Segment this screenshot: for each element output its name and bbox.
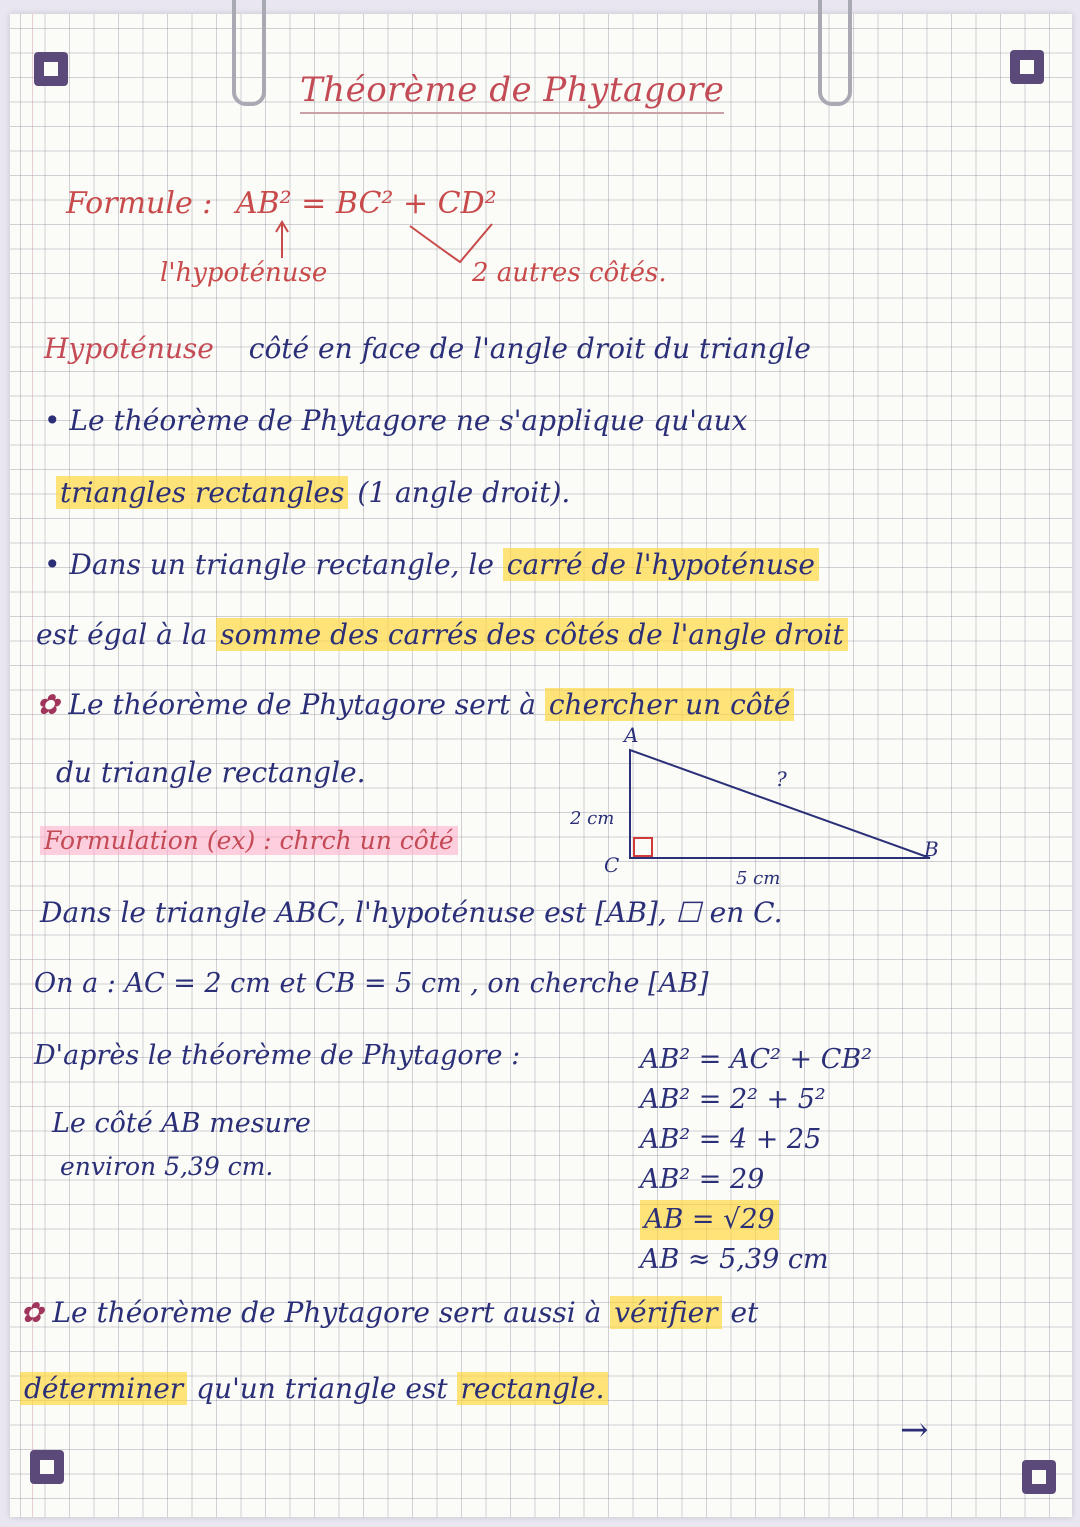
calc-step: AB² = 29	[640, 1164, 765, 1195]
use2-line1	[20, 1296, 758, 1329]
vertex-b-label: B	[924, 837, 939, 861]
hypotenuse-note: l'hypoténuse	[160, 258, 328, 288]
definition-text: côté en face de l'angle droit du triangle	[248, 332, 811, 365]
corner-mark-top-left	[34, 52, 68, 86]
use2-text-c: qu'un triangle est	[196, 1372, 448, 1405]
vertex-a-label: A	[624, 723, 639, 747]
triangle-diagram	[560, 720, 960, 900]
work-line1: Dans le triangle ABC, l'hypoténuse est [AB], ☐ en C.	[40, 896, 783, 929]
side-ab-label: ?	[776, 767, 787, 791]
formula-expr: AB² = BC² + CD²	[235, 186, 497, 221]
highlight-triangles-rectangles: triangles rectangles	[56, 476, 348, 509]
corner-mark-bottom-left	[30, 1450, 64, 1484]
definition-term: Hypoténuse	[44, 332, 214, 365]
vertex-c-label: C	[604, 853, 620, 877]
calculation-steps	[640, 1040, 872, 1280]
side-cb-label: 5 cm	[736, 868, 781, 889]
conclusion-line1: Le côté AB mesure	[52, 1108, 311, 1139]
calc-step: AB² = 2² + 5²	[640, 1084, 826, 1115]
highlight-determiner: déterminer	[20, 1372, 187, 1405]
calc-step: AB² = AC² + CB²	[640, 1044, 873, 1075]
bullet1-line2	[56, 476, 570, 509]
calc-step: AB = √29	[640, 1200, 779, 1240]
formula-line	[66, 186, 497, 221]
flower-icon: ✿	[36, 688, 60, 721]
highlight-rectangle: rectangle.	[457, 1372, 609, 1405]
sides-note: 2 autres côtés.	[472, 258, 667, 288]
binder-ring-left	[232, 0, 266, 106]
side-ac-label: 2 cm	[570, 808, 615, 829]
highlight-carre-hypotenuse: carré de l'hypoténuse	[503, 548, 819, 581]
work-line3: D'après le théorème de Phytagore :	[34, 1040, 521, 1071]
use1-line1	[36, 688, 794, 721]
flower-icon: ✿	[20, 1296, 44, 1329]
calc-step: AB ≈ 5,39 cm	[640, 1244, 829, 1275]
highlight-somme-carres: somme des carrés des côtés de l'angle droit	[216, 618, 847, 651]
next-page-arrow-icon: →	[900, 1410, 929, 1450]
use2-text-b: et	[730, 1296, 759, 1329]
formula-label: Formule :	[66, 186, 213, 221]
binder-ring-right	[818, 0, 852, 106]
bullet2-line1	[44, 548, 819, 581]
formulation-line	[40, 826, 458, 855]
calc-step: AB² = 4 + 25	[640, 1124, 822, 1155]
highlight-chercher-cote: chercher un côté	[545, 688, 795, 721]
definition-line	[44, 332, 811, 365]
page-title: Théorème de Phytagore	[300, 70, 724, 114]
margin-line	[32, 14, 33, 1517]
highlight-verifier: vérifier	[610, 1296, 721, 1329]
conclusion-line2: environ 5,39 cm.	[60, 1152, 274, 1181]
use1-text-a: Le théorème de Phytagore sert à	[68, 688, 536, 721]
corner-mark-bottom-right	[1022, 1460, 1056, 1494]
use2-line2	[20, 1372, 608, 1405]
bullet2-text-a: • Dans un triangle rectangle, le	[44, 548, 494, 581]
bullet1-line1: • Le théorème de Phytagore ne s'applique qu'aux	[44, 404, 748, 437]
bullet2-line2	[36, 618, 848, 651]
use1-line2: du triangle rectangle.	[56, 756, 366, 789]
use2-text-a: Le théorème de Phytagore sert aussi à	[52, 1296, 602, 1329]
bullet2-text-b: est égal à la	[36, 618, 208, 651]
corner-mark-top-right	[1010, 50, 1044, 84]
formulation-text: Formulation (ex) : chrch un côté	[40, 826, 458, 855]
bullet1-rest: (1 angle droit).	[357, 476, 571, 509]
formula-arrows	[260, 218, 500, 272]
work-line2: On a : AC = 2 cm et CB = 5 cm , on cherche [AB]	[34, 968, 709, 999]
